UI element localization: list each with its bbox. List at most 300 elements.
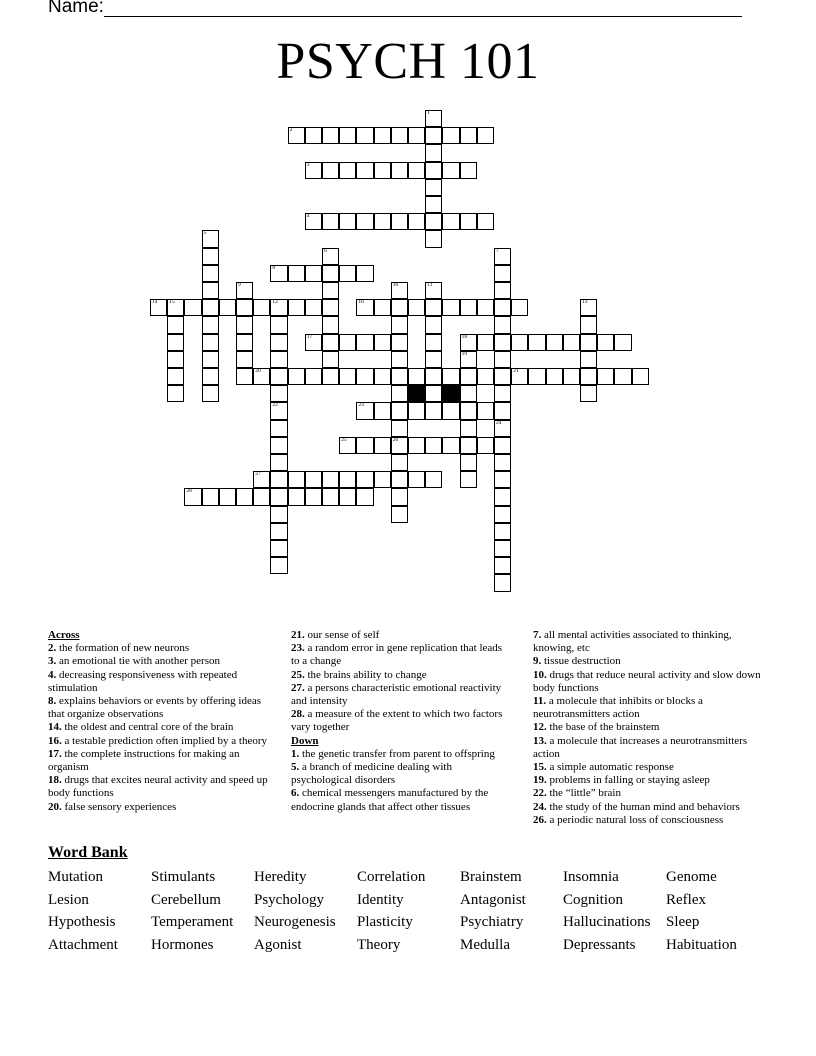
crossword-cell[interactable] — [270, 454, 287, 471]
clue-item-number: 21. — [291, 629, 305, 641]
crossword-cell[interactable] — [305, 334, 322, 351]
crossword-cell[interactable] — [460, 127, 477, 144]
crossword-cell[interactable] — [580, 334, 597, 351]
clue-item-text: decreasing responsiveness with repeated stimulation — [48, 668, 238, 694]
word-bank-item: Correlation — [357, 869, 426, 885]
clue-item-number: 24. — [533, 800, 547, 813]
crossword-cell[interactable] — [391, 299, 408, 316]
crossword-cell[interactable] — [494, 351, 511, 368]
crossword-cell[interactable] — [270, 299, 287, 316]
crossword-cell[interactable] — [546, 368, 563, 385]
crossword-cell[interactable] — [442, 437, 459, 454]
word-bank-item: Brainstem — [460, 869, 522, 885]
crossword-cell[interactable] — [494, 420, 511, 437]
crossword-cell[interactable] — [408, 213, 425, 230]
crossword-cell[interactable] — [460, 351, 477, 368]
clue-item-text: a random error in gene replication that leads to a change — [291, 642, 503, 668]
clue-item — [533, 669, 761, 695]
crossword-cell[interactable] — [494, 523, 511, 540]
word-bank-item: Reflex — [666, 891, 706, 908]
name-label: Name: — [48, 0, 104, 17]
crossword-cell[interactable] — [202, 299, 219, 316]
crossword-cell[interactable] — [270, 316, 287, 333]
clue-number: 26 — [392, 436, 399, 443]
crossword-cell[interactable] — [202, 230, 219, 247]
crossword-cell[interactable] — [339, 213, 356, 230]
crossword-cell[interactable] — [425, 402, 442, 419]
word-bank-item: Insomnia — [563, 869, 619, 885]
crossword-cell[interactable] — [202, 282, 219, 299]
clue-item — [48, 655, 270, 668]
crossword-cell[interactable] — [305, 213, 322, 230]
crossword-cell[interactable] — [270, 402, 287, 419]
crossword-cell[interactable] — [528, 368, 545, 385]
clue-item-number: 5. — [291, 761, 300, 774]
crossword-cell[interactable] — [460, 437, 477, 454]
clue-number: 27 — [255, 471, 261, 478]
crossword-cell[interactable] — [460, 368, 477, 385]
clue-item — [48, 642, 270, 655]
crossword-cell[interactable] — [494, 540, 511, 557]
crossword-cell[interactable] — [236, 351, 253, 368]
clue-item — [533, 655, 761, 668]
crossword-cell[interactable] — [236, 488, 253, 505]
crossword-cell[interactable] — [356, 213, 373, 230]
crossword-cell[interactable] — [442, 127, 459, 144]
crossword-cell[interactable] — [425, 368, 442, 385]
crossword-cell[interactable] — [477, 334, 494, 351]
clue-item-number: 8. — [48, 695, 57, 708]
crossword-cell[interactable] — [391, 402, 408, 419]
crossword-cell[interactable] — [494, 437, 511, 454]
crossword-cell[interactable] — [408, 471, 425, 488]
crossword-cell[interactable] — [356, 162, 373, 179]
crossword-cell[interactable] — [339, 334, 356, 351]
clue-item-text: the brains ability to change — [304, 668, 427, 681]
crossword-cell[interactable] — [288, 299, 305, 316]
crossword-cell[interactable] — [494, 316, 511, 333]
crossword-cell[interactable] — [425, 471, 442, 488]
crossword-cell[interactable] — [322, 471, 339, 488]
clue-number: 24 — [496, 419, 502, 426]
crossword-cell[interactable] — [460, 420, 477, 437]
clue-item-number: 27. — [291, 681, 305, 694]
crossword-cell[interactable] — [288, 368, 305, 385]
crossword-cell[interactable] — [356, 265, 373, 282]
crossword-cell[interactable] — [202, 488, 219, 505]
crossword-cell[interactable] — [425, 437, 442, 454]
crossword-cell[interactable] — [391, 351, 408, 368]
crossword-cell[interactable] — [374, 368, 391, 385]
crossword-cell[interactable] — [546, 334, 563, 351]
crossword-cell[interactable] — [202, 316, 219, 333]
crossword-cell[interactable] — [494, 574, 511, 591]
clue-item-text: a testable prediction often implied by a theory — [61, 734, 268, 747]
crossword-cell[interactable] — [391, 471, 408, 488]
crossword-cell[interactable] — [408, 299, 425, 316]
clue-number: 21 — [513, 368, 519, 374]
word-bank-item: Heredity — [254, 869, 307, 885]
clue-item — [533, 695, 761, 721]
clue-number: 28 — [186, 488, 192, 495]
crossword-cell[interactable] — [425, 230, 442, 247]
crossword-cell[interactable] — [270, 557, 287, 574]
clue-item — [533, 735, 761, 761]
clue-item-number: 14. — [48, 721, 62, 734]
down-clue-list-1 — [291, 748, 513, 814]
crossword-cell[interactable] — [494, 368, 511, 385]
crossword-cell[interactable] — [460, 385, 477, 402]
crossword-cell[interactable] — [425, 196, 442, 213]
clue-number: 22 — [272, 402, 278, 409]
crossword-cell[interactable] — [374, 402, 391, 419]
crossword-cell[interactable] — [356, 299, 373, 316]
crossword-cell[interactable] — [356, 127, 373, 144]
word-bank-item: Temperament — [151, 914, 234, 931]
crossword-cell[interactable] — [374, 213, 391, 230]
crossword-cell[interactable] — [442, 368, 459, 385]
crossword-cell[interactable] — [184, 299, 201, 316]
word-bank — [48, 866, 768, 957]
crossword-cell[interactable] — [202, 351, 219, 368]
crossword-cell[interactable] — [322, 368, 339, 385]
crossword-cell[interactable] — [356, 471, 373, 488]
crossword-cell[interactable] — [494, 265, 511, 282]
crossword-cell[interactable] — [442, 213, 459, 230]
crossword-cell[interactable] — [339, 471, 356, 488]
clue-item — [48, 669, 270, 695]
crossword-cell[interactable] — [219, 299, 236, 316]
crossword-cell[interactable] — [391, 437, 408, 454]
crossword-cell[interactable] — [494, 402, 511, 419]
crossword-cell[interactable] — [494, 334, 511, 351]
clue-item-text: drugs that excites neural activity and speed up body functions — [48, 774, 268, 800]
crossword-cell[interactable] — [374, 299, 391, 316]
clue-item-number: 16. — [48, 734, 62, 747]
crossword-cell[interactable] — [202, 248, 219, 265]
word-bank-item: Medulla — [460, 937, 510, 954]
clue-item-text: explains behaviors or events by offering ideas that organize observations — [48, 695, 262, 721]
crossword-cell[interactable] — [270, 385, 287, 402]
crossword-cell[interactable] — [460, 299, 477, 316]
crossword-cell[interactable] — [270, 351, 287, 368]
crossword-cell[interactable] — [425, 299, 442, 316]
crossword-cell[interactable] — [425, 334, 442, 351]
crossword-cell[interactable] — [460, 213, 477, 230]
clue-item-number: 18. — [48, 774, 62, 787]
clue-item — [291, 708, 513, 734]
crossword-cell[interactable] — [167, 351, 184, 368]
crossword-cell[interactable] — [270, 523, 287, 540]
clue-item-number: 15. — [533, 761, 547, 774]
crossword-cell[interactable] — [339, 162, 356, 179]
clue-item-number: 3. — [48, 655, 57, 668]
crossword-cell[interactable] — [494, 506, 511, 523]
crossword-cell[interactable] — [253, 368, 270, 385]
clue-item-text: a persons characteristic emotional reactivity and intensity — [291, 681, 502, 708]
crossword-cell[interactable] — [460, 402, 477, 419]
clue-item — [533, 787, 761, 800]
crossword-cell[interactable] — [425, 127, 442, 144]
clues-column-1 — [48, 629, 270, 814]
crossword-cell[interactable] — [270, 368, 287, 385]
crossword-cell[interactable] — [270, 334, 287, 351]
crossword-cell[interactable] — [425, 110, 442, 127]
crossword-cell[interactable] — [597, 334, 614, 351]
crossword-cell[interactable] — [322, 282, 339, 299]
crossword-cell[interactable] — [288, 127, 305, 144]
crossword-cell[interactable] — [322, 316, 339, 333]
clue-item-number: 17. — [48, 747, 62, 760]
clue-number: 9 — [238, 282, 241, 288]
clue-item — [291, 787, 513, 813]
crossword-cell[interactable] — [202, 265, 219, 282]
clue-item — [291, 748, 513, 761]
crossword-cell[interactable] — [270, 437, 287, 454]
clue-item — [48, 695, 270, 721]
crossword-cell[interactable] — [391, 162, 408, 179]
crossword-cell[interactable] — [597, 368, 614, 385]
clue-number: 7 — [496, 247, 499, 254]
clue-item — [291, 642, 513, 668]
crossword-cell[interactable] — [253, 488, 270, 505]
crossword-cell[interactable] — [270, 540, 287, 557]
crossword-cell[interactable] — [167, 334, 184, 351]
crossword-cell[interactable] — [270, 471, 287, 488]
crossword-cell[interactable] — [356, 368, 373, 385]
crossword-cell[interactable] — [374, 437, 391, 454]
crossword-cell[interactable] — [236, 368, 253, 385]
crossword-cell[interactable] — [580, 316, 597, 333]
crossword-cell[interactable] — [253, 299, 270, 316]
crossword-cell[interactable] — [356, 402, 373, 419]
crossword-cell[interactable] — [167, 299, 184, 316]
crossword-cell[interactable] — [494, 282, 511, 299]
crossword-cell[interactable] — [305, 265, 322, 282]
crossword-cell[interactable] — [322, 488, 339, 505]
clue-number: 10 — [392, 282, 399, 288]
crossword-cell[interactable] — [253, 471, 270, 488]
clue-number: 19 — [461, 350, 468, 357]
crossword-cell[interactable] — [288, 265, 305, 282]
crossword-cell[interactable] — [236, 334, 253, 351]
clue-item-text: problems in falling or staying asleep — [546, 774, 710, 787]
crossword-cell[interactable] — [442, 162, 459, 179]
crossword-cell[interactable] — [580, 385, 597, 402]
crossword-cell[interactable] — [322, 265, 339, 282]
crossword-cell[interactable] — [614, 334, 631, 351]
clue-item-text: an emotional tie with another person — [56, 655, 220, 668]
crossword-cell[interactable] — [270, 506, 287, 523]
crossword-cell[interactable] — [477, 368, 494, 385]
crossword-cell[interactable] — [460, 471, 477, 488]
crossword-cell[interactable] — [632, 368, 649, 385]
clue-item — [48, 721, 270, 734]
crossword-cell[interactable] — [356, 488, 373, 505]
crossword-cell[interactable] — [288, 471, 305, 488]
crossword-cell[interactable] — [425, 213, 442, 230]
crossword-cell[interactable] — [219, 488, 236, 505]
crossword-cell[interactable] — [305, 488, 322, 505]
crossword-cell[interactable] — [494, 385, 511, 402]
crossword-cell[interactable] — [494, 248, 511, 265]
crossword-cell[interactable] — [167, 368, 184, 385]
crossword-cell[interactable] — [167, 385, 184, 402]
crossword-cell[interactable] — [391, 282, 408, 299]
crossword-cell[interactable] — [322, 127, 339, 144]
crossword-cell[interactable] — [305, 127, 322, 144]
clue-item-text: a simple automatic response — [546, 761, 674, 774]
crossword-cell[interactable] — [322, 248, 339, 265]
black-cell — [408, 385, 425, 402]
crossword-cell[interactable] — [322, 334, 339, 351]
crossword-cell[interactable] — [305, 162, 322, 179]
crossword-cell[interactable] — [477, 213, 494, 230]
crossword-cell[interactable] — [477, 402, 494, 419]
clue-item-number: 10. — [533, 668, 547, 681]
crossword-cell[interactable] — [391, 488, 408, 505]
crossword-cell[interactable] — [322, 299, 339, 316]
crossword-cell[interactable] — [477, 127, 494, 144]
crossword-cell[interactable] — [580, 299, 597, 316]
crossword-cell[interactable] — [408, 127, 425, 144]
crossword-cell[interactable] — [408, 437, 425, 454]
crossword-cell[interactable] — [477, 299, 494, 316]
clue-item-text: the study of the human mind and behaviors — [546, 800, 740, 813]
crossword-cell[interactable] — [425, 385, 442, 402]
crossword-cell[interactable] — [391, 454, 408, 471]
crossword-cell[interactable] — [322, 162, 339, 179]
crossword-cell[interactable] — [580, 351, 597, 368]
crossword-cell[interactable] — [460, 454, 477, 471]
clue-number: 25 — [341, 436, 347, 443]
word-bank-item: Psychiatry — [460, 914, 524, 931]
crossword-cell[interactable] — [236, 299, 253, 316]
clue-item — [48, 748, 270, 774]
crossword-cell[interactable] — [356, 437, 373, 454]
crossword-cell[interactable] — [460, 162, 477, 179]
crossword-cell[interactable] — [305, 471, 322, 488]
crossword-cell[interactable] — [580, 368, 597, 385]
crossword-cell[interactable] — [425, 179, 442, 196]
crossword-cell[interactable] — [356, 334, 373, 351]
crossword-cell[interactable] — [339, 437, 356, 454]
crossword-cell[interactable] — [477, 437, 494, 454]
crossword-cell[interactable] — [460, 334, 477, 351]
crossword-cell[interactable] — [339, 127, 356, 144]
word-bank-item: Hallucinations — [563, 914, 651, 931]
crossword-cell[interactable] — [614, 368, 631, 385]
crossword-cell[interactable] — [442, 402, 459, 419]
clue-number: 1 — [427, 110, 430, 116]
down-clue-list-2 — [533, 629, 761, 827]
crossword-cell[interactable] — [322, 213, 339, 230]
clue-number: 6 — [324, 247, 327, 254]
crossword-cell[interactable] — [425, 316, 442, 333]
crossword-cell[interactable] — [511, 334, 528, 351]
clue-item-number: 4. — [48, 668, 57, 681]
crossword-cell[interactable] — [339, 368, 356, 385]
crossword-cell[interactable] — [202, 385, 219, 402]
crossword-cell[interactable] — [528, 334, 545, 351]
clue-item-number: 19. — [533, 774, 547, 787]
crossword-cell[interactable] — [305, 368, 322, 385]
crossword-cell[interactable] — [408, 368, 425, 385]
clue-item — [533, 761, 761, 774]
crossword-cell[interactable] — [391, 127, 408, 144]
crossword-cell[interactable] — [442, 299, 459, 316]
crossword-cell[interactable] — [511, 368, 528, 385]
clue-item-number: 11. — [533, 695, 547, 708]
crossword-cell[interactable] — [391, 506, 408, 523]
crossword-cell[interactable] — [374, 127, 391, 144]
crossword-cell[interactable] — [184, 488, 201, 505]
crossword-cell[interactable] — [563, 334, 580, 351]
clue-item-text: the “little” brain — [546, 787, 621, 800]
crossword-cell[interactable] — [374, 334, 391, 351]
crossword-cell[interactable] — [391, 385, 408, 402]
clue-item-text: tissue destruction — [541, 655, 621, 668]
crossword-cell[interactable] — [202, 368, 219, 385]
clue-item-text: a branch of medicine dealing with psychological disorders — [291, 761, 452, 787]
crossword-cell[interactable] — [322, 351, 339, 368]
crossword-cell[interactable] — [339, 265, 356, 282]
crossword-cell[interactable] — [236, 282, 253, 299]
crossword-cell[interactable] — [425, 162, 442, 179]
crossword-cell[interactable] — [167, 316, 184, 333]
clue-item — [48, 774, 270, 800]
clue-item-text: chemical messengers manufactured by the endocrine glands that affect other tissues — [291, 787, 489, 813]
crossword-cell[interactable] — [408, 402, 425, 419]
crossword-cell[interactable] — [374, 471, 391, 488]
crossword-cell[interactable] — [391, 334, 408, 351]
crossword-cell[interactable] — [339, 488, 356, 505]
crossword-cell[interactable] — [202, 334, 219, 351]
word-bank-item: Depressants — [563, 937, 636, 954]
crossword-cell[interactable] — [270, 265, 287, 282]
crossword-cell[interactable] — [288, 488, 305, 505]
crossword-cell[interactable] — [494, 454, 511, 471]
crossword-cell[interactable] — [391, 213, 408, 230]
crossword-cell[interactable] — [425, 144, 442, 161]
clue-item-text: a molecule that inhibits or blocks a neurotransmitters action — [533, 695, 703, 721]
crossword-cell[interactable] — [511, 299, 528, 316]
crossword-cell[interactable] — [391, 420, 408, 437]
crossword-cell[interactable] — [425, 351, 442, 368]
crossword-cell[interactable] — [150, 299, 167, 316]
crossword-cell[interactable] — [563, 368, 580, 385]
clue-number: 4 — [306, 213, 310, 220]
clue-item-number: 22. — [533, 787, 547, 800]
clue-item-text: all mental activities associated to thinking, knowing, etc — [533, 629, 732, 655]
clue-item-number: 20. — [48, 800, 62, 813]
crossword-cell[interactable] — [374, 162, 391, 179]
crossword-cell[interactable] — [494, 557, 511, 574]
word-bank-item: Cognition — [563, 891, 624, 908]
crossword-cell[interactable] — [391, 316, 408, 333]
clue-item — [48, 801, 270, 814]
crossword-cell[interactable] — [425, 282, 442, 299]
crossword-cell[interactable] — [270, 488, 287, 505]
crossword-cell[interactable] — [270, 420, 287, 437]
crossword-cell[interactable] — [305, 299, 322, 316]
crossword-cell[interactable] — [391, 368, 408, 385]
crossword-cell[interactable] — [494, 488, 511, 505]
crossword-cell[interactable] — [494, 299, 511, 316]
crossword-cell[interactable] — [236, 316, 253, 333]
crossword-cell[interactable] — [494, 471, 511, 488]
crossword-cell[interactable] — [408, 162, 425, 179]
